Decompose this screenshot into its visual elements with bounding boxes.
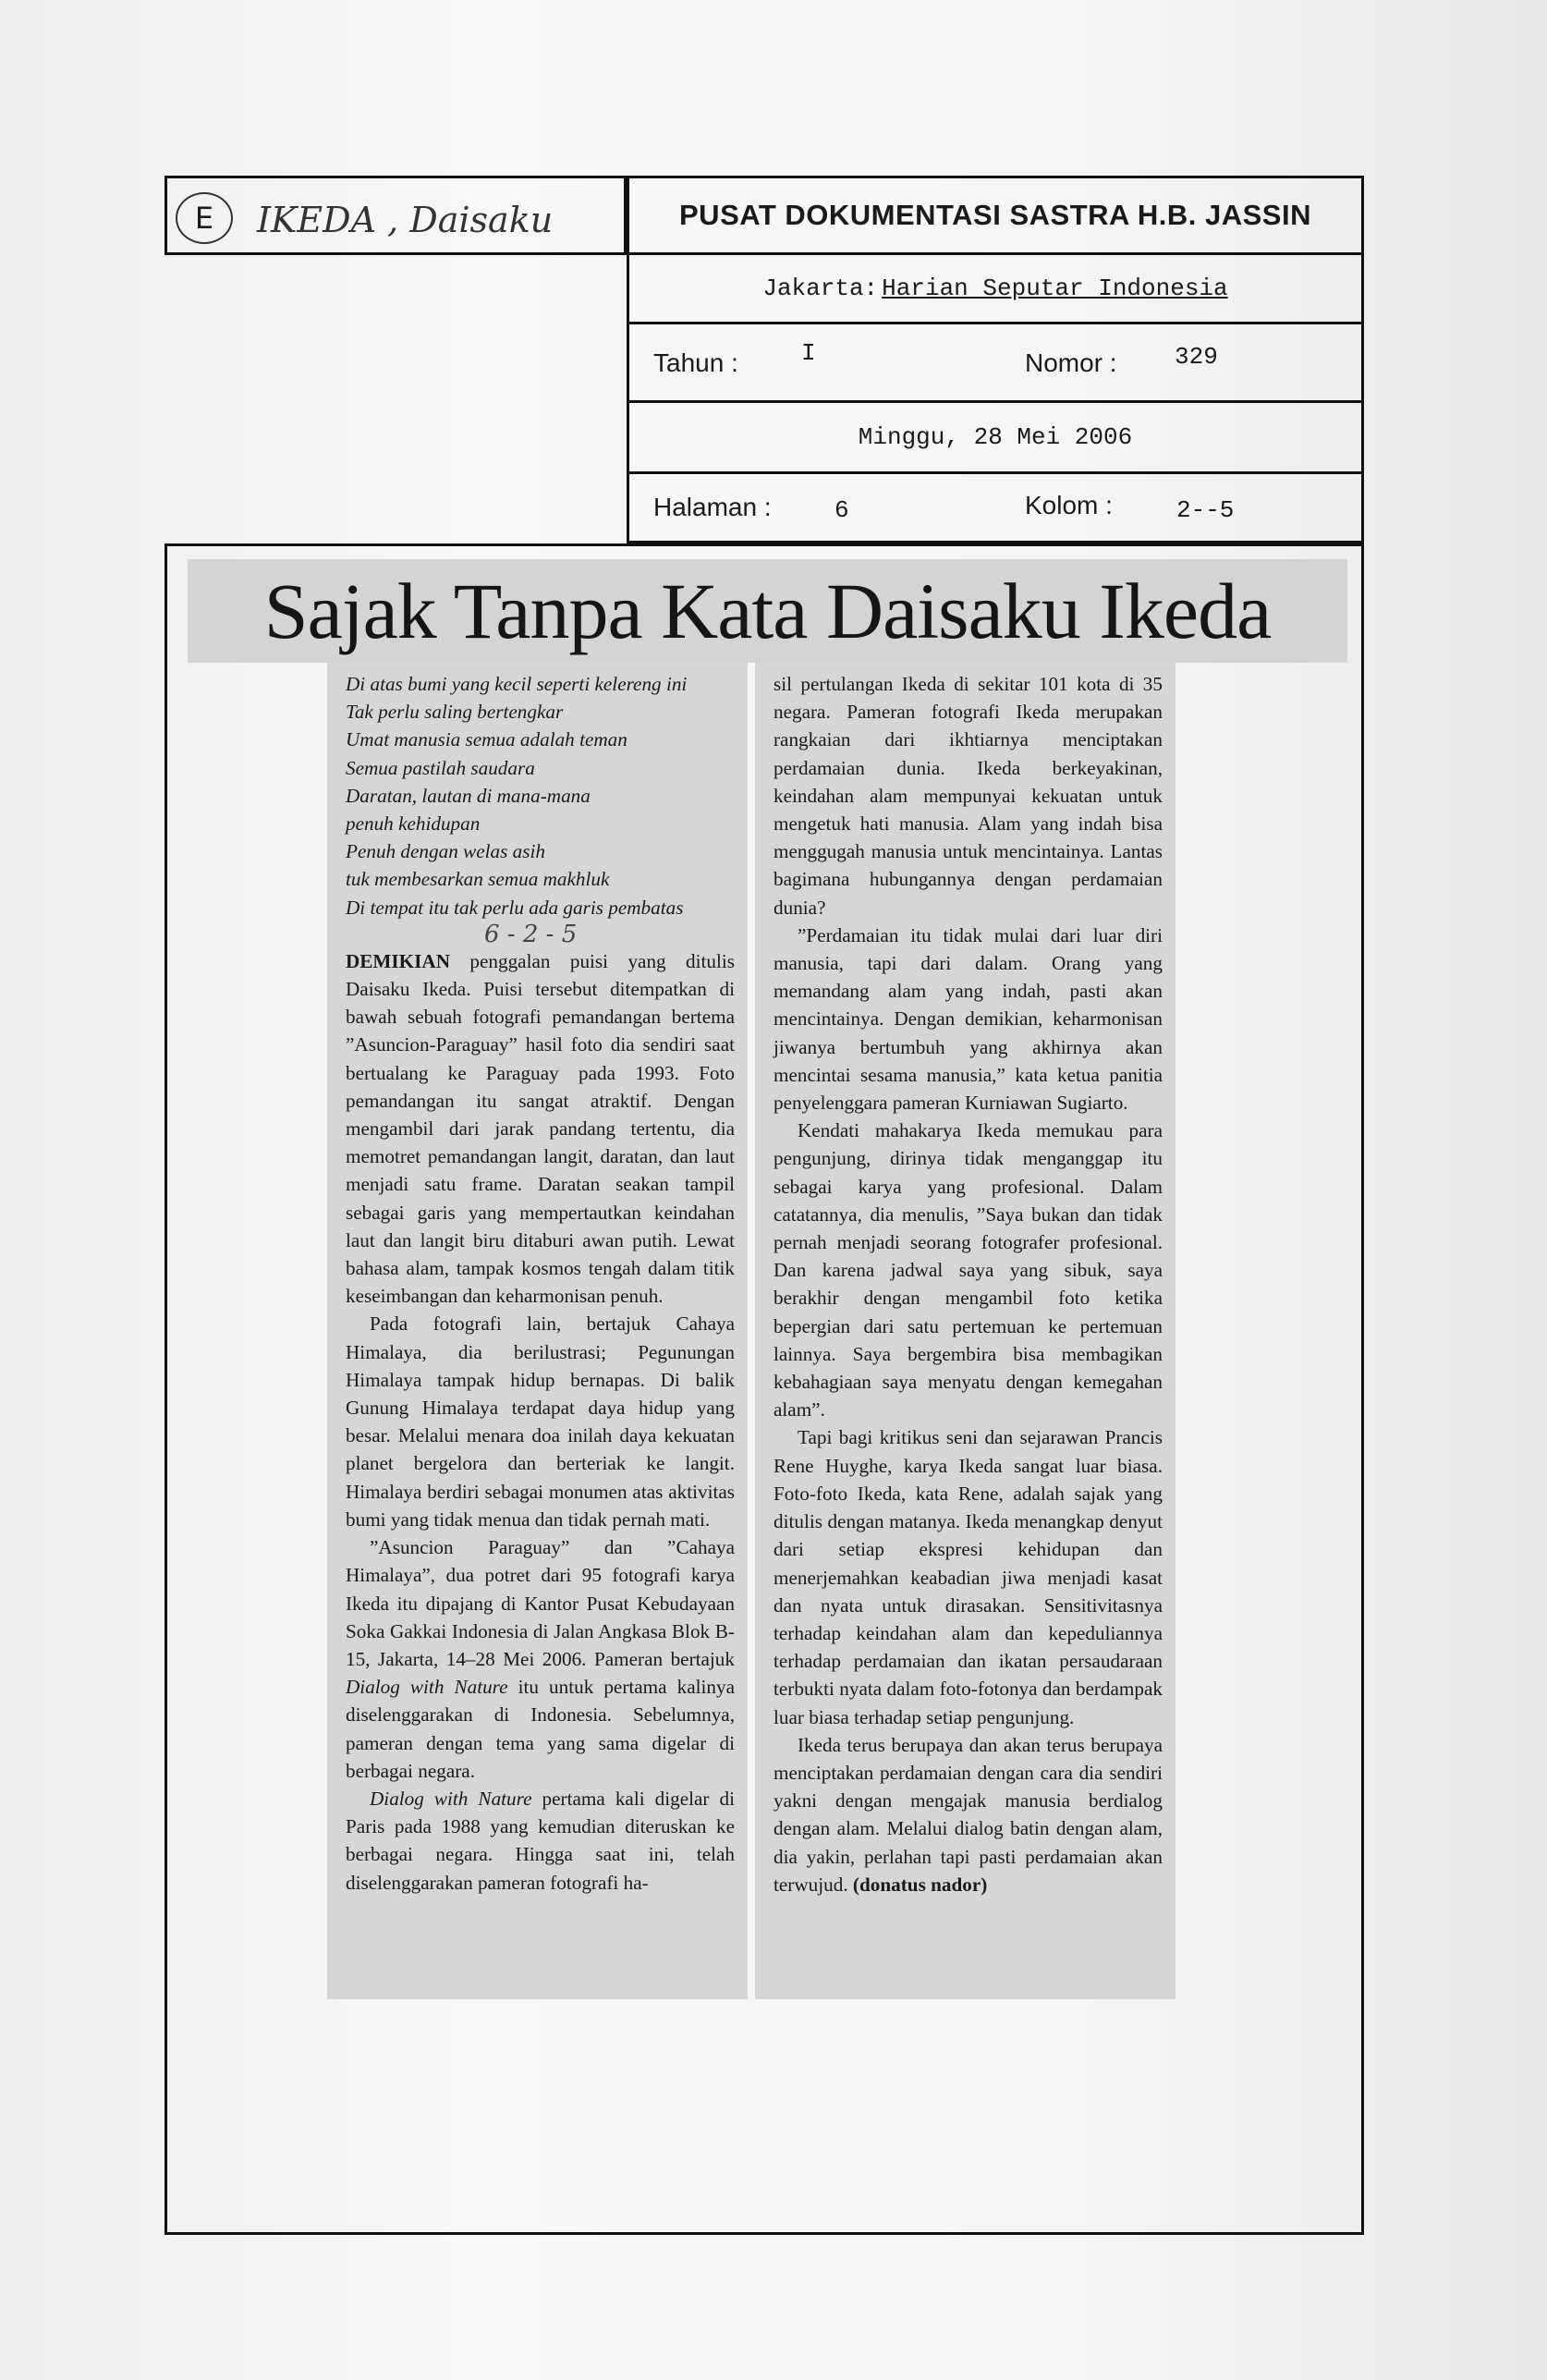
kolom-value: 2--5	[1176, 496, 1235, 524]
paragraph-7: Kendati mahakarya Ikeda memukau para pengunjung, dirinya tidak menganggap itu sebagai karya yang profesional. Dalam catatannya, dia menulis, ”Saya bukan dan tidak pernah menjadi seorang fotografer profesional. Dan karena jadwal saya yang sibuk, saya berakhir dengan mengambil foto ketika bepergian dari satu pertemuan ke pertemuan lainnya. Saya bergembira bisa membagikan kebahagiaan saya menyatu dengan kemegahan alam”.	[774, 1119, 1163, 1422]
paragraph-3	[346, 1533, 735, 1785]
halaman-label: Halaman :	[653, 493, 772, 521]
paragraph-9-text: Ikeda terus berupaya dan akan terus berupaya menciptakan perdamaian dengan cara dia sendiri yakni dengan mengajak manusia berdialog dengan alam. Melalui dialog batin dengan alam, dia yakin, perlahan tapi pasti perdamaian akan terwujud.	[774, 1733, 1163, 1896]
paragraph-1	[346, 947, 735, 1311]
kolom-label: Kolom :	[1025, 491, 1113, 519]
publication-date: Minggu, 28 Mei 2006	[858, 423, 1133, 451]
tahun-value: I	[801, 339, 816, 367]
halaman-kolom-row	[629, 474, 1361, 543]
poem-line: Tak perlu saling bertengkar	[346, 701, 564, 724]
halaman-value: 6	[834, 496, 849, 524]
article-column-right	[755, 663, 1175, 1999]
article-column-left	[327, 663, 748, 1999]
nomor-label: Nomor :	[1025, 348, 1117, 377]
organization-name: PUSAT DOKUMENTASI SASTRA H.B. JASSIN	[679, 199, 1311, 231]
exhibition-title: Dialog with Nature	[370, 1787, 532, 1810]
poem-line: Di atas bumi yang kecil seperti kelereng ini	[346, 673, 688, 695]
poem-block	[346, 670, 735, 921]
paragraph-4-text: pertama kali digelar di Paris pada 1988 yang kemudian diteruskan ke berbagai negara. Hingga saat ini, telah diselenggarakan pameran fotografi ha-	[346, 1787, 735, 1894]
nomor-value: 329	[1175, 343, 1218, 371]
paragraph-5: sil pertulangan Ikeda di sekitar 101 kota di 35 negara. Pameran fotografi Ikeda merupakan rangkaian dari ikhtiarnya menciptakan perdamaian dunia. Ikeda berkeyakinan, keindahan alam mempunyai kekuatan untuk mengetuk hati manusia. Alam yang indah bisa menggugah manusia untuk mencintainya. Lantas bagimana hubungannya dengan perdamaian dunia?	[774, 673, 1163, 919]
poem-line: Daratan, lautan di mana-mana	[346, 784, 591, 807]
paragraph-6: ”Perdamaian itu tidak mulai dari luar diri manusia, tapi dari dalam. Orang yang memandang alam yang indah, pasti akan mencintainya. Dengan demikian, keharmonisan jiwanya bertumbuh yang akhirnya akan mencintai sesama manusia,” kata ketua panitia penyelenggara pameran Kurniawan Sugiarto.	[774, 923, 1163, 1115]
tahun-nomor-row	[629, 324, 1361, 403]
source-row	[629, 255, 1361, 324]
paragraph-3-text-a: ”Asuncion Paraguay” dan ”Cahaya Himalaya”, dua potret dari 95 fotografi karya Ikeda itu dipajang di Kantor Pusat Kebudayaan Soka Gakkai Indonesia di Jalan Angkasa Blok B-15, Jakarta, 14–28 Mei 2006. Pameran bertajuk	[346, 1536, 735, 1670]
date-row	[629, 403, 1361, 474]
poem-line: tuk membesarkan semua makhluk	[346, 868, 610, 891]
source-name: Harian Seputar Indonesia	[882, 275, 1228, 302]
organization-row	[629, 178, 1361, 255]
paragraph-1-text: penggalan puisi yang ditulis Daisaku Ikeda. Puisi tersebut ditempatkan di bawah sebuah fotografi pemandangan bertema ”Asuncion-Paraguay” hasil foto dia sendiri saat bertualang ke Paraguay pada 1993. Foto pemandangan itu sangat atraktif. Dengan mengambil dari jarak pandang tertentu, dia memotret pemandangan langit, daratan, dan laut menjadi satu frame. Daratan seakan tampil sebagai garis yang mempertautkan keindahan laut dan langit biru ditaburi awan putih. Lewat bahasa alam, tampak kosmos tengah dalam titik keseimbangan dan keharmonisan penuh.	[346, 949, 735, 1308]
paragraph-4	[346, 1785, 735, 1897]
source-prefix: Jakarta:	[762, 275, 879, 302]
paragraph-9	[774, 1731, 1163, 1898]
circled-letter-text: E	[194, 201, 214, 236]
lead-word: DEMIKIAN	[346, 949, 451, 972]
header-info-table	[627, 176, 1364, 543]
poem-line: Penuh dengan welas asih	[346, 840, 545, 863]
poem-line: Umat manusia semua adalah teman	[346, 728, 627, 751]
headline-strip	[188, 559, 1347, 663]
handwritten-circled-letter	[176, 192, 233, 244]
exhibition-title: Dialog with Nature	[346, 1676, 508, 1699]
tahun-label: Tahun :	[653, 348, 738, 377]
poem-line: Di tempat itu tak perlu ada garis pembatas	[346, 896, 684, 919]
article-title: Sajak Tanpa Kata Daisaku Ikeda	[263, 567, 1272, 655]
poem-line: penuh kehidupan	[346, 812, 481, 836]
paragraph-2: Pada fotografi lain, bertajuk Cahaya Himalaya, dia berilustrasi; Pegunungan Himalaya tampak hidup bernapas. Di balik Gunung Himalaya terdapat daya hidup yang besar. Melalui menara doa inilah daya kekuatan planet bergelora dan berteriak ke langit. Himalaya berdiri sebagai monumen atas aktivitas bumi yang tidak menua dan tidak pernah mati.	[346, 1312, 735, 1531]
handwritten-note: IKEDA , Daisaku	[257, 200, 554, 240]
poem-line: Semua pastilah saudara	[346, 756, 535, 779]
handwritten-margin-note: 6 - 2 - 5	[484, 920, 578, 948]
paragraph-3-text-b: itu untuk pertama kalinya diselenggarakan di Indonesia. Sebelumnya, pameran dengan tema yang sama digelar di berbagai negara.	[346, 1676, 735, 1782]
paragraph-8: Tapi bagi kritikus seni dan sejarawan Prancis Rene Huyghe, karya Ikeda sangat luar biasa. Foto-foto Ikeda, kata Rene, adalah sajak yang ditulis dengan matanya. Ikeda menangkap denyut dari setiap ekspresi kehidupan dan menerjemahkan keabadian jiwa menjadi kasat dan nyata untuk dirasakan. Sensitivitasnya terhadap keindahan alam dan kepeduliannya terhadap perdamaian dan ikatan persaudaraan terbukti nyata dalam foto-fotonya dan berdampak luar biasa terhadap setiap pengunjung.	[774, 1426, 1163, 1728]
byline: (donatus nador)	[852, 1873, 988, 1896]
